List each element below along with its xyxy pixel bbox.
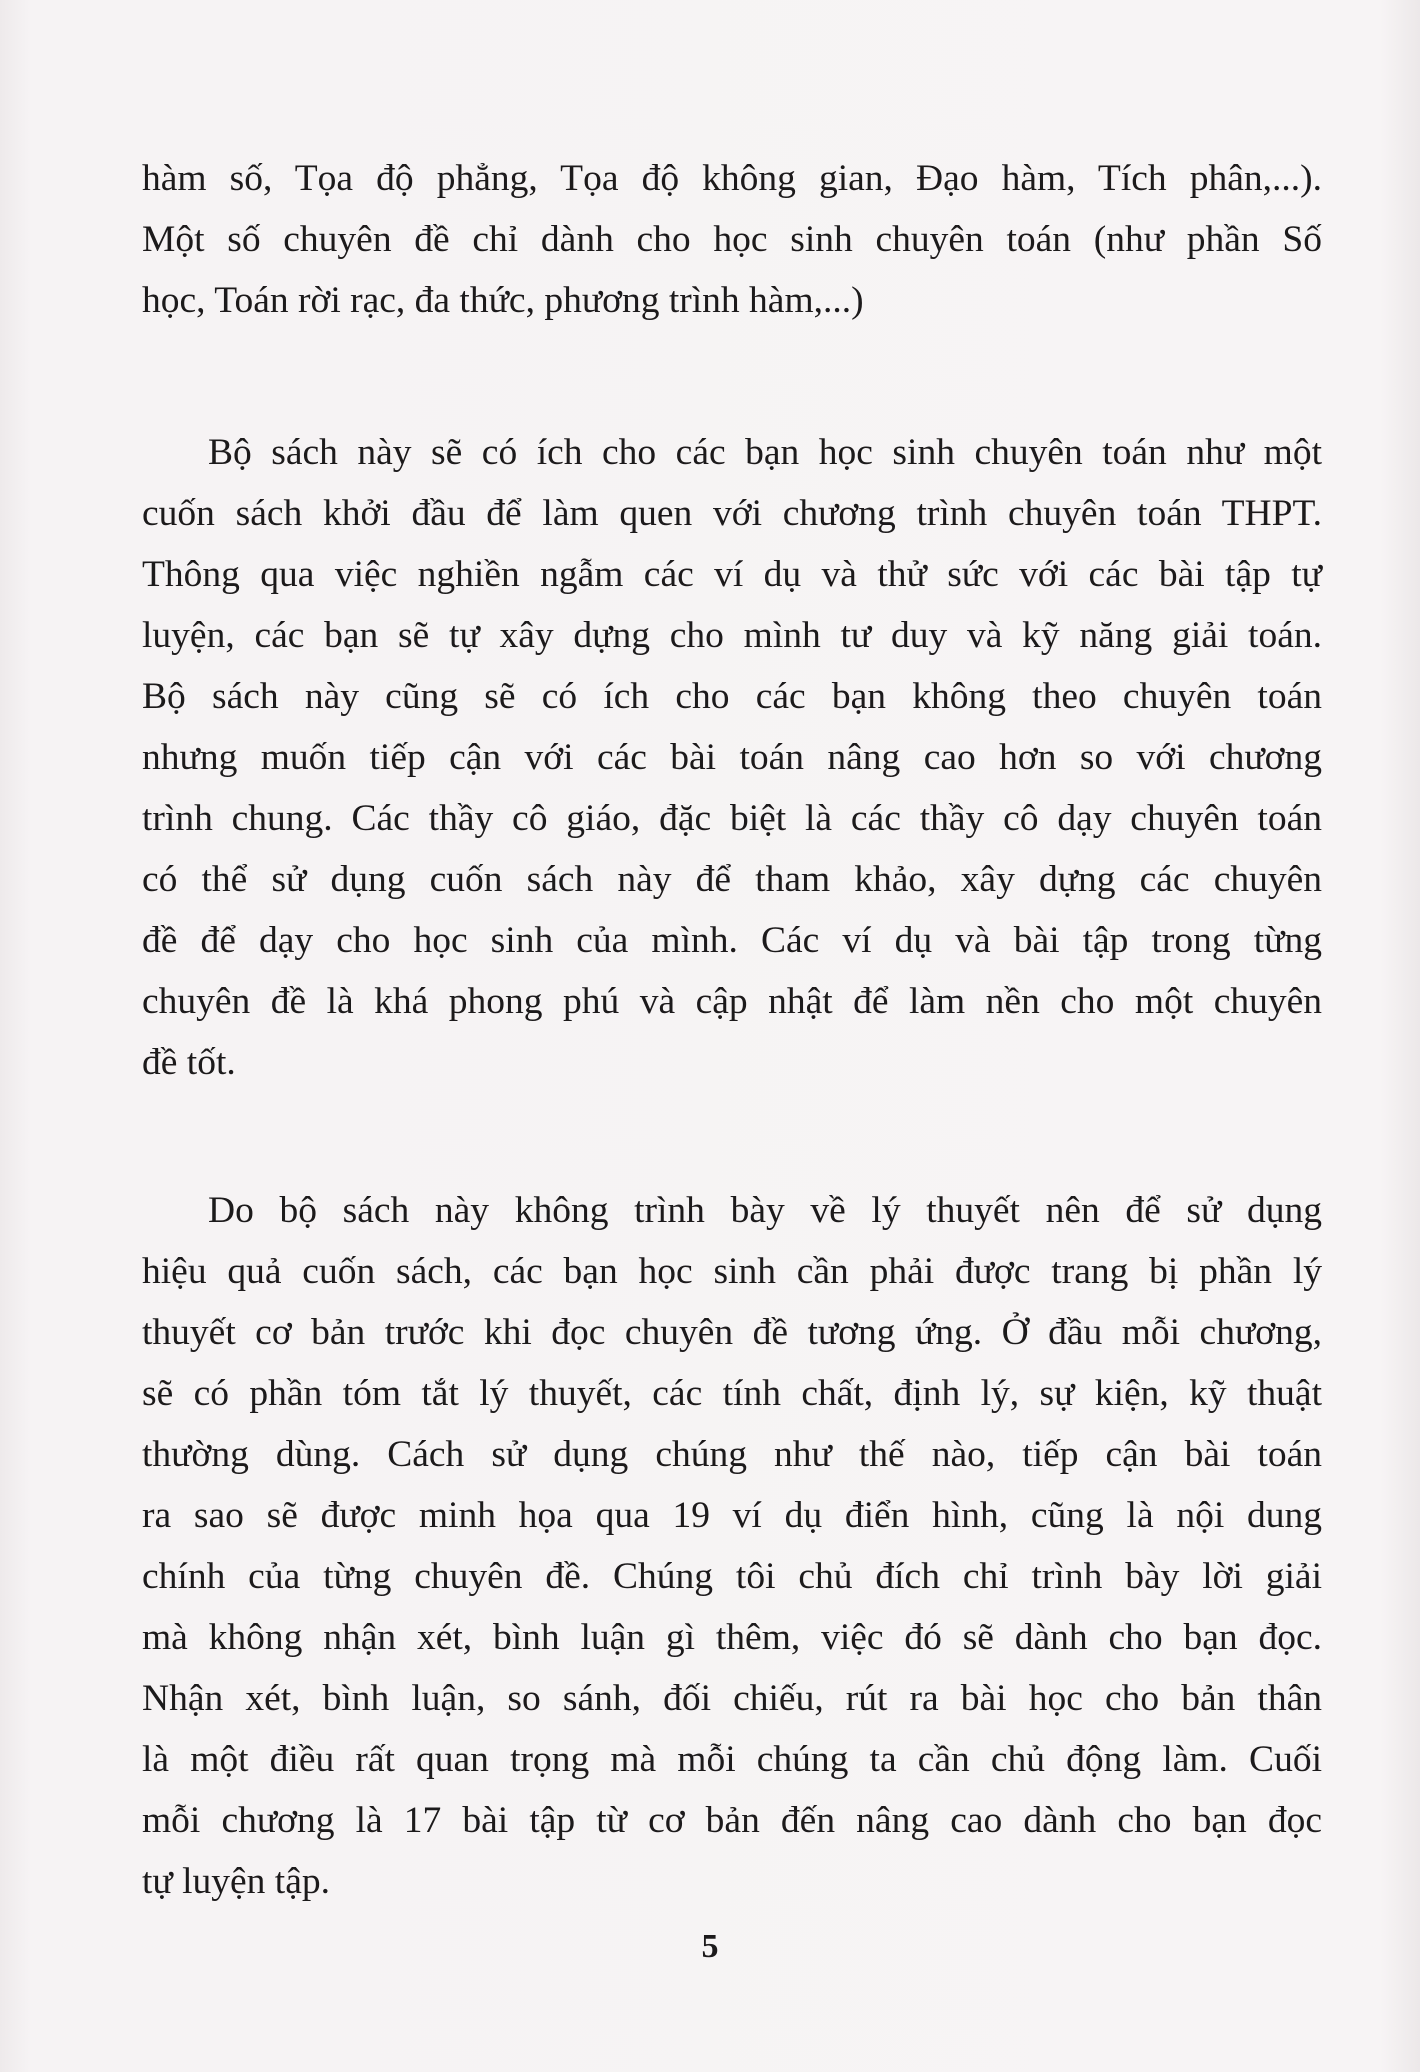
- text-line: mà không nhận xét, bình luận gì thêm, việc đó sẽ dành cho bạn đọc.: [142, 1617, 1322, 1658]
- text-line: Bộ sách này cũng sẽ có ích cho các bạn không theo chuyên toán: [142, 676, 1322, 717]
- text-line: chuyên đề là khá phong phú và cập nhật để làm nền cho một chuyên: [142, 981, 1322, 1022]
- text-line: Nhận xét, bình luận, so sánh, đối chiếu, rút ra bài học cho bản thân: [142, 1678, 1322, 1719]
- text-line: đề để dạy cho học sinh của mình. Các ví dụ và bài tập trong từng: [142, 920, 1322, 961]
- text-line: Bộ sách này sẽ có ích cho các bạn học sinh chuyên toán như một: [208, 432, 1322, 473]
- text-line: mỗi chương là 17 bài tập từ cơ bản đến nâng cao dành cho bạn đọc: [142, 1800, 1322, 1841]
- text-line: thuyết cơ bản trước khi đọc chuyên đề tương ứng. Ở đầu mỗi chương,: [142, 1312, 1322, 1353]
- text-line: đề tốt.: [142, 1042, 236, 1083]
- text-line: thường dùng. Cách sử dụng chúng như thế nào, tiếp cận bài toán: [142, 1434, 1322, 1475]
- text-line: Do bộ sách này không trình bày về lý thuyết nên để sử dụng: [208, 1190, 1322, 1231]
- text-line: Thông qua việc nghiền ngẫm các ví dụ và thử sức với các bài tập tự: [142, 554, 1322, 595]
- text-line: là một điều rất quan trọng mà mỗi chúng ta cần chủ động làm. Cuối: [142, 1739, 1322, 1780]
- text-line: cuốn sách khởi đầu để làm quen với chương trình chuyên toán THPT.: [142, 493, 1322, 534]
- text-line: chính của từng chuyên đề. Chúng tôi chủ đích chỉ trình bày lời giải: [142, 1556, 1322, 1597]
- text-line: học, Toán rời rạc, đa thức, phương trình hàm,...): [142, 280, 864, 321]
- text-line: tự luyện tập.: [142, 1861, 330, 1902]
- text-line: sẽ có phần tóm tắt lý thuyết, các tính chất, định lý, sự kiện, kỹ thuật: [142, 1373, 1322, 1414]
- paragraph-book-usefulness: [142, 422, 1322, 1093]
- paragraph-continuation: [142, 148, 1322, 331]
- text-line: trình chung. Các thầy cô giáo, đặc biệt là các thầy cô dạy chuyên toán: [142, 798, 1322, 839]
- text-line: luyện, các bạn sẽ tự xây dựng cho mình tư duy và kỹ năng giải toán.: [142, 615, 1322, 656]
- text-line: có thể sử dụng cuốn sách này để tham khảo, xây dựng các chuyên: [142, 859, 1322, 900]
- text-line: hàm số, Tọa độ phẳng, Tọa độ không gian, Đạo hàm, Tích phân,...).: [142, 158, 1322, 199]
- text-line: nhưng muốn tiếp cận với các bài toán nâng cao hơn so với chương: [142, 737, 1322, 778]
- text-line: hiệu quả cuốn sách, các bạn học sinh cần phải được trang bị phần lý: [142, 1251, 1322, 1292]
- text-line: ra sao sẽ được minh họa qua 19 ví dụ điển hình, cũng là nội dung: [142, 1495, 1322, 1536]
- paragraph-how-to-use: [142, 1180, 1322, 1912]
- text-line: Một số chuyên đề chỉ dành cho học sinh chuyên toán (như phần Số: [142, 219, 1322, 260]
- page-number: 5: [701, 1928, 719, 1965]
